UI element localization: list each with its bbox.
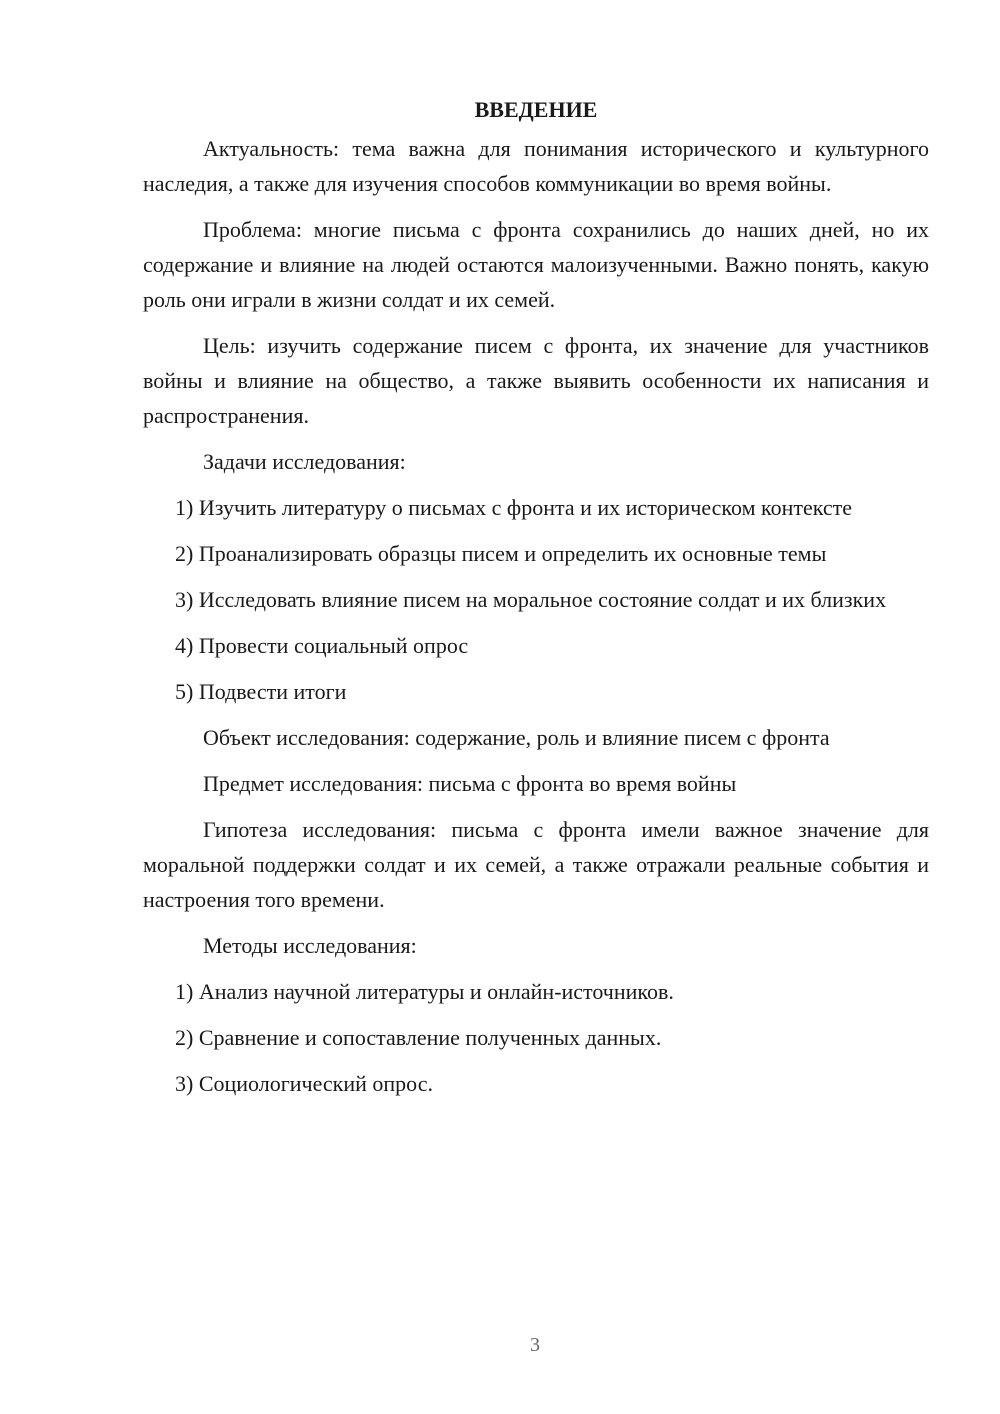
task-item-4: 4) Провести социальный опрос <box>175 633 469 658</box>
methods-heading: Методы исследования: <box>203 933 417 958</box>
relevance-paragraph: Актуальность: тема важна для понимания исторического и культурного наследия, а также для изучения способов коммуникации во время войны. <box>143 136 929 196</box>
section-heading: ВВЕДЕНИЕ <box>474 97 598 122</box>
task-item-5: 5) Подвести итоги <box>175 679 347 704</box>
method-item-1: 1) Анализ научной литературы и онлайн-источников. <box>175 979 674 1004</box>
method-item-3: 3) Социологический опрос. <box>175 1071 433 1096</box>
method-item-2: 2) Сравнение и сопоставление полученных данных. <box>175 1025 662 1050</box>
subject-paragraph: Предмет исследования: письма с фронта во время войны <box>203 771 737 796</box>
task-item-2: 2) Проанализировать образцы писем и определить их основные темы <box>175 541 827 566</box>
page-number: 3 <box>530 1334 540 1356</box>
tasks-heading: Задачи исследования: <box>203 449 406 474</box>
object-paragraph: Объект исследования: содержание, роль и влияние писем с фронта <box>203 725 830 750</box>
goal-paragraph: Цель: изучить содержание писем с фронта, их значение для участников войны и влияние на общество, а также выявить особенности их написания и распространения. <box>143 333 929 428</box>
task-item-1: 1) Изучить литературу о письмах с фронта и их историческом контексте <box>175 495 853 520</box>
problem-paragraph: Проблема: многие письма с фронта сохранились до наших дней, но их содержание и влияние на людей остаются малоизученными. Важно понять, какую роль они играли в жизни солдат и их семей. <box>143 217 929 312</box>
document-page <box>143 92 929 1112</box>
task-item-3: 3) Исследовать влияние писем на моральное состояние солдат и их близких <box>175 587 887 612</box>
hypothesis-paragraph: Гипотеза исследования: письма с фронта имели важное значение для моральной поддержки солдат и их семей, а также отражали реальные события и настроения того времени. <box>143 817 929 912</box>
